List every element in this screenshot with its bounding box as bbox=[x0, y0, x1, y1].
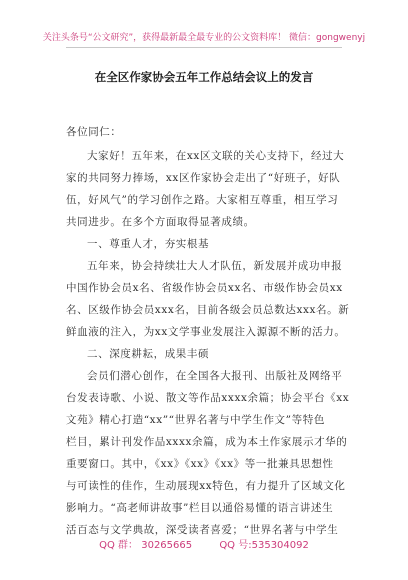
body-line: 重要窗口。其中，《xx》《xx》《xx》等一批兼具思想性 bbox=[66, 458, 334, 470]
body-line: 与可读性的佳作，生动展现xx特色，有力提升了区域文化 bbox=[66, 480, 346, 492]
body-line: 伍，好风气”的学习创作之路。大家相互尊重，相互学习 bbox=[66, 194, 339, 206]
body-line: 共同进步。在多个方面取得显著成绩。 bbox=[66, 216, 255, 228]
document-title: 在全区作家协会五年工作总结会议上的发言 bbox=[94, 70, 314, 84]
body-line: 名、区级作协会员xxx名，目前各级会员总数达xxx名。新 bbox=[66, 304, 350, 316]
section-heading: 二、深度耕耘，成果丰硕 bbox=[87, 348, 210, 360]
body-line: 栏目，累计刊发作品xxxx余篇，成为本土作家展示才华的 bbox=[66, 436, 348, 448]
body-line: 鲜血液的注入，为xx文学事业发展注入源源不断的活力。 bbox=[66, 326, 346, 338]
body-line: 台发表诗歌、小说、散文等作品xxxx余篇；协会平台《xx bbox=[66, 392, 350, 404]
footer-qq-group: QQ 群： 30265665 bbox=[99, 540, 193, 551]
body-line: 大家好！五年来，在xx区文联的关心支持下，经过大 bbox=[87, 150, 345, 162]
body-line: 五年来，协会持续壮大人才队伍，新发展并成功申报 bbox=[87, 260, 343, 272]
body-line: 活百态与文学典故，深受读者喜爱；“世界名著与中学生 bbox=[66, 524, 339, 536]
body-line: 中国作协会员x名、省级作协会员xx名、市级作协会员xx bbox=[66, 282, 343, 294]
header-banner: 关注头条号“公文研究”，获得最新最全最专业的公文资料库！ 微信：gongwenyj bbox=[42, 33, 366, 43]
body-line: 文苑》精心打造“xx”“世界名著与中学生作文”等特色 bbox=[66, 414, 325, 426]
footer-contact bbox=[0, 536, 408, 551]
salutation: 各位同仁： bbox=[66, 126, 122, 138]
header-divider bbox=[66, 47, 342, 48]
section-heading: 一、尊重人才，夯实根基 bbox=[87, 238, 210, 250]
body-line: 影响力。“高老师讲故事”栏目以通俗易懂的语言讲述生 bbox=[66, 502, 334, 514]
body-line: 家的共同努力捧场，xx区作家协会走出了“好班子，好队 bbox=[66, 172, 341, 184]
document-body bbox=[66, 145, 350, 541]
body-line: 会员们潜心创作，在全国各大报刊、出版社及网络平 bbox=[87, 370, 343, 382]
footer-qq-number: QQ 号:535304092 bbox=[219, 540, 309, 551]
